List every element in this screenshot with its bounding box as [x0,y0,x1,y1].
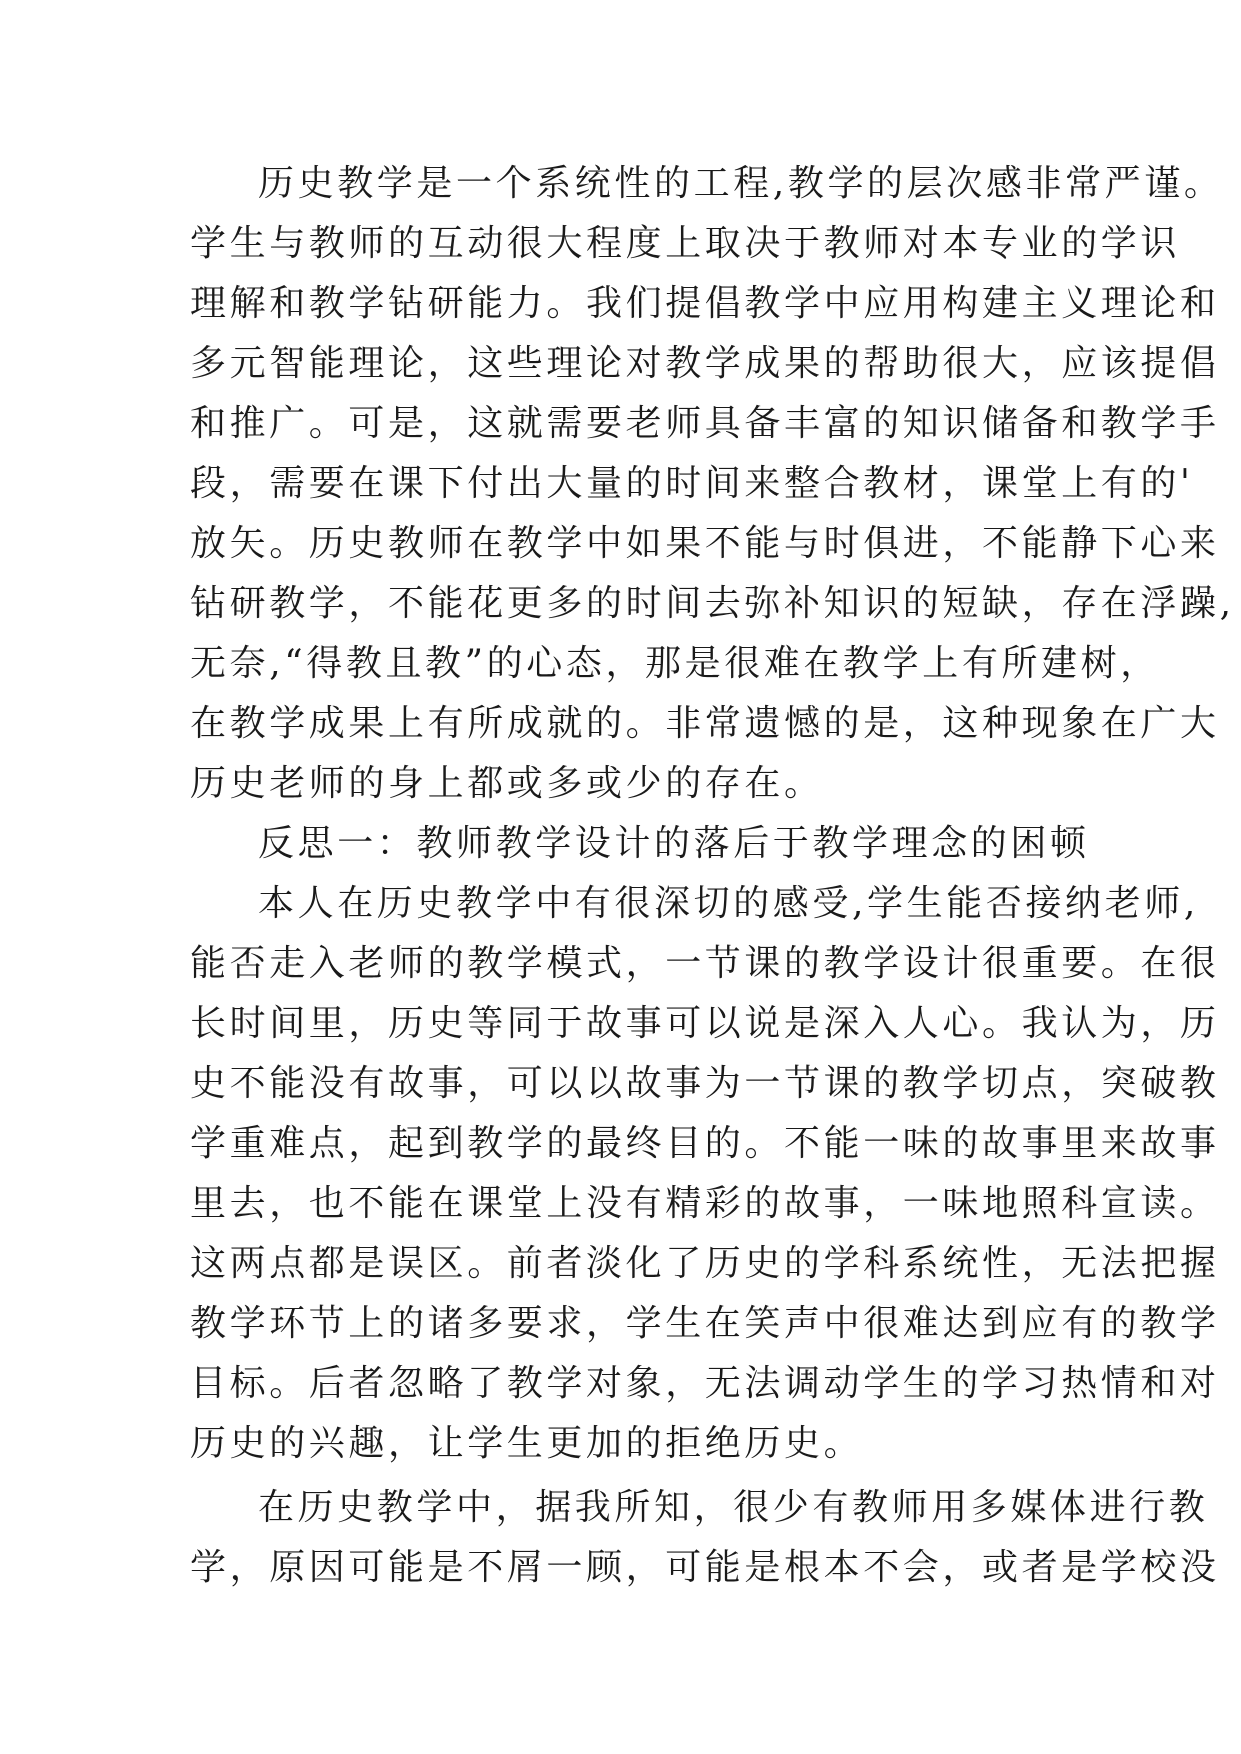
text-line: 长时间里，历史等同于故事可以说是深入人心。我认为，历 [190,1003,1220,1044]
text-line: 多元智能理论，这些理论对教学成果的帮助很大，应该提倡 [190,343,1220,384]
text-line: 放矢。历史教师在教学中如果不能与时俱进，不能静下心来 [190,523,1220,564]
text-line: 段，需要在课下付出大量的时间来整合教材，课堂上有的' [190,463,1194,504]
text-line: 理解和教学钻研能力。我们提倡教学中应用构建主义理论和 [190,283,1220,324]
text-line: 无奈,“得教且教”的心态，那是很难在教学上有所建树， [190,643,1160,684]
text-line: 学，原因可能是不屑一顾，可能是根本不会，或者是学校没 [190,1547,1220,1588]
text-line: 和推广。可是，这就需要老师具备丰富的知识储备和教学手 [190,403,1220,444]
text-line: 学重难点，起到教学的最终目的。不能一味的故事里来故事 [190,1123,1220,1164]
text-line: 在历史教学中，据我所知，很少有教师用多媒体进行教 [258,1487,1209,1528]
text-line: 教学环节上的诸多要求，学生在笑声中很难达到应有的教学 [190,1303,1220,1344]
text-line: 历史的兴趣，让学生更加的拒绝历史。 [190,1423,864,1464]
text-line: 历史教学是一个系统性的工程,教学的层次感非常严谨。 [258,163,1224,204]
text-line: 目标。后者忽略了教学对象，无法调动学生的学习热情和对 [190,1363,1220,1404]
text-line: 钻研教学，不能花更多的时间去弥补知识的短缺，存在浮躁, [190,583,1235,624]
text-line: 史不能没有故事，可以以故事为一节课的教学切点，突破教 [190,1063,1220,1104]
text-line: 里去，也不能在课堂上没有精彩的故事，一味地照科宣读。 [190,1183,1220,1224]
text-line: 在教学成果上有所成就的。非常遗憾的是，这种现象在广大 [190,703,1220,744]
text-line: 这两点都是误区。前者淡化了历史的学科系统性，无法把握 [190,1243,1220,1284]
text-line: 学生与教师的互动很大程度上取决于教师对本专业的学识 [190,223,1181,264]
text-line: 本人在历史教学中有很深切的感受,学生能否接纳老师, [258,883,1199,924]
section-heading: 反思一：教师教学设计的落后于教学理念的困顿 [258,823,1090,864]
text-line: 能否走入老师的教学模式，一节课的教学设计很重要。在很 [190,943,1220,984]
text-line: 历史老师的身上都或多或少的存在。 [190,763,824,804]
